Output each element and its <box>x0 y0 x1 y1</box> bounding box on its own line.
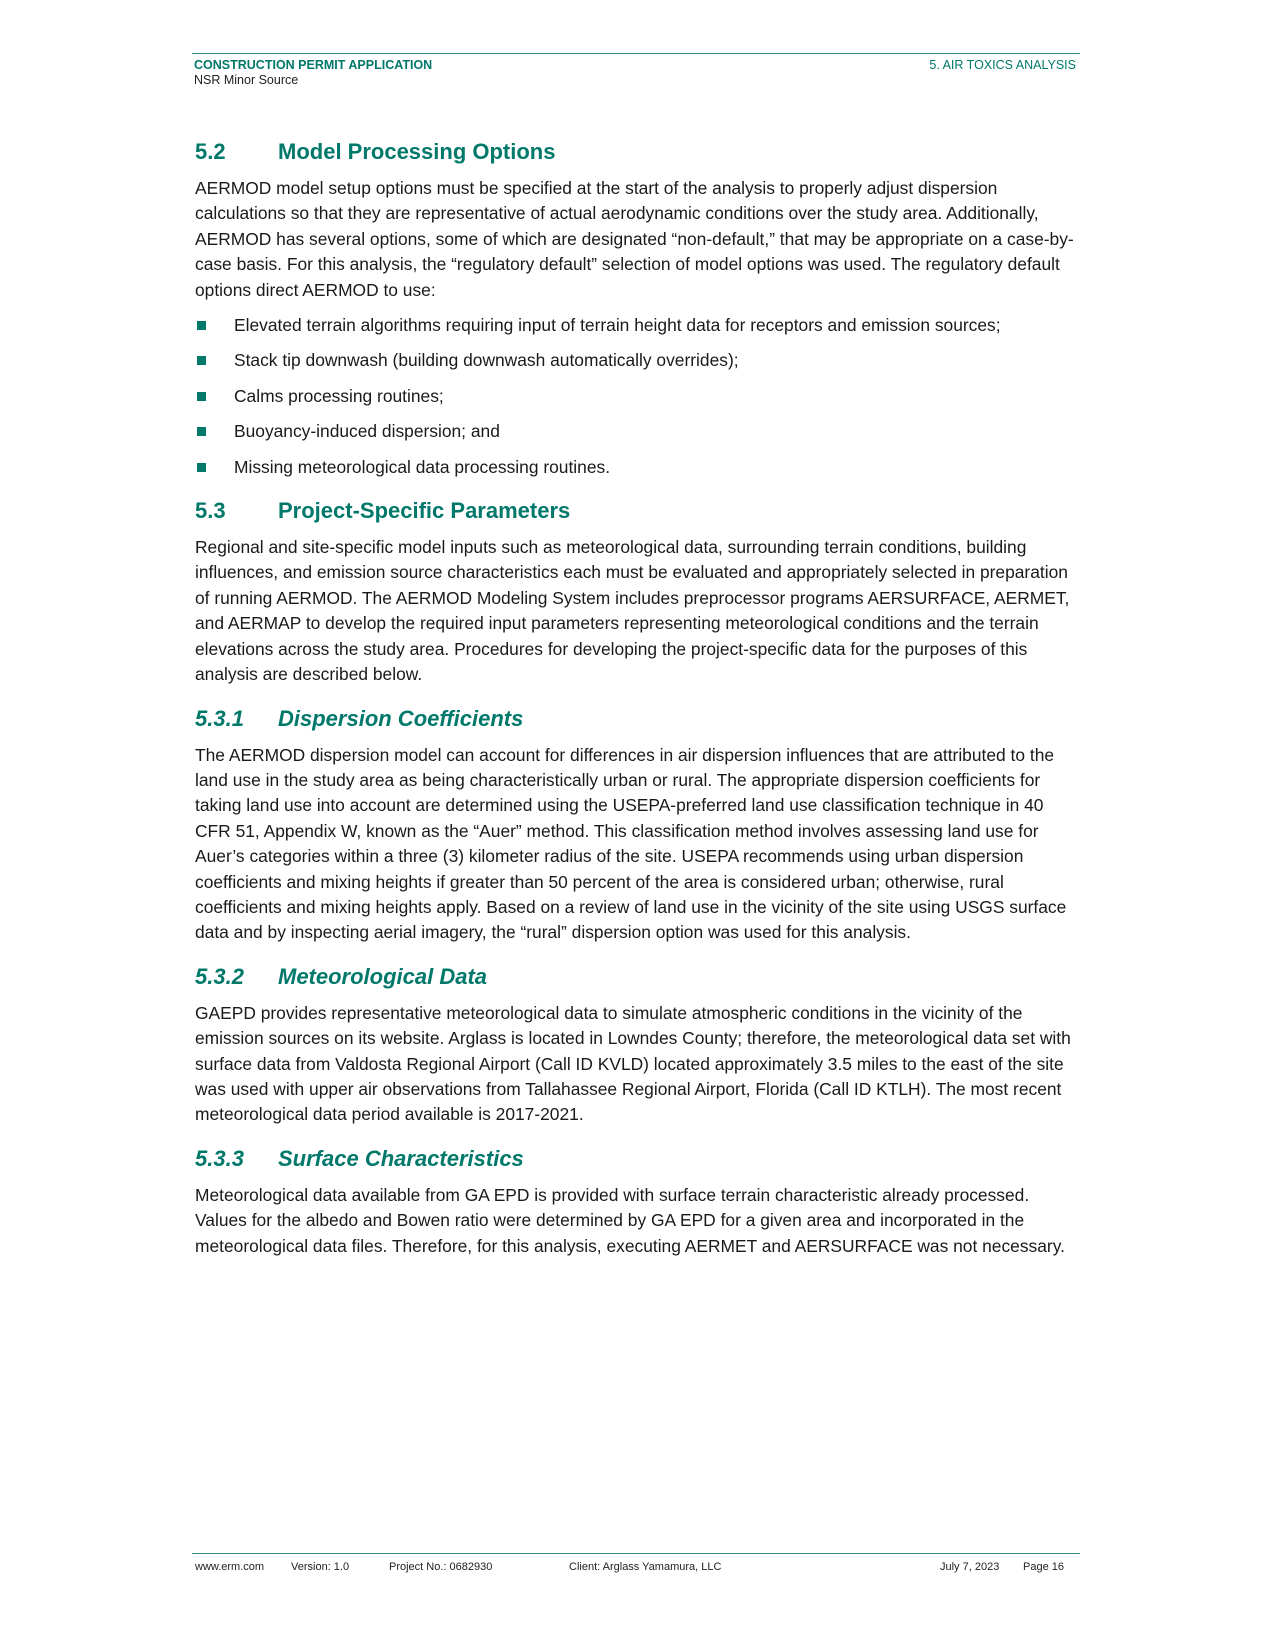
square-bullet-icon <box>197 392 206 401</box>
heading-title: Surface Characteristics <box>278 1145 524 1171</box>
paragraph-meteorological-data: GAEPD provides representative meteorological data to simulate atmospheric conditions in the vicinity of the emission sources on its website. Arglass is located in Lowndes County; therefore, the meteorological data set with surface data from Valdosta Regional Airport (Call ID KVLD) located approximately 3.5 miles to the east of the site was used with upper air observations from Tallahassee Regional Airport, Florida (Call ID KTLH). The most recent meteorological data period available is 2017-2021. <box>195 1002 1071 1125</box>
default-options-list <box>195 313 1080 480</box>
header-section: 5. AIR TOXICS ANALYSIS <box>929 58 1076 72</box>
heading-5-3 <box>195 497 1080 525</box>
heading-5-3-2 <box>195 963 1080 991</box>
list-item-text: Stack tip downwash (building downwash automatically overrides); <box>234 350 739 371</box>
list-item <box>195 384 1080 409</box>
footer-page-number: Page 16 <box>1023 1561 1064 1573</box>
square-bullet-icon <box>197 321 206 330</box>
heading-title: Dispersion Coefficients <box>278 705 524 731</box>
heading-5-3-1 <box>195 705 1080 733</box>
heading-number: 5.2 <box>195 139 226 164</box>
list-item-text: Buoyancy-induced dispersion; and <box>234 421 500 442</box>
heading-5-3-3 <box>195 1145 1080 1173</box>
paragraph-surface-characteristics: Meteorological data available from GA EPD is provided with surface terrain characteristic already processed. Values for the albedo and Bowen ratio were determined by GA EPD for a given area and incorporated in the meteorological data files. Therefore, for this analysis, executing AERMET and AERSURFACE was not necessary. <box>195 1184 1065 1256</box>
header-subtitle: NSR Minor Source <box>194 73 299 87</box>
page-header <box>192 53 1080 87</box>
heading-number: 5.3.3 <box>195 1145 244 1171</box>
footer-version: Version: 1.0 <box>291 1561 350 1573</box>
paragraph-dispersion-coefficients: The AERMOD dispersion model can account for differences in air dispersion influences that are attributed to the land use in the study area as being characteristically urban or rural. The appropriate dispersion coefficients for taking land use into account are determined using the USEPA-preferred land use classification technique in 40 CFR 51, Appendix W, known as the “Auer” method. This classification method involves assessing land use for Auer’s categories within a three (3) kilometer radius of the site. USEPA recommends using urban dispersion coefficients and mixing heights if greater than 50 percent of the area is considered urban; otherwise, rural coefficients and mixing heights apply. Based on a review of land use in the vicinity of the site using USGS surface data and by inspecting aerial imagery, the “rural” dispersion option was used for this analysis. <box>195 744 1067 943</box>
heading-number: 5.3 <box>195 498 226 524</box>
header-title: CONSTRUCTION PERMIT APPLICATION <box>194 58 433 72</box>
list-item <box>195 313 1080 338</box>
footer-date: July 7, 2023 <box>940 1561 1000 1573</box>
heading-5-2 <box>195 138 1080 166</box>
list-item <box>195 419 1080 444</box>
paragraph-model-options: AERMOD model setup options must be specified at the start of the analysis to properly adjust dispersion calculations so that they are representative of actual aerodynamic conditions over the study area. Additionally, AERMOD has several options, some of which are designated “non-default,” that may be appropriate on a case-by-case basis. For this analysis, the “regulatory default” selection of model options was used. The regulatory default options direct AERMOD to use: <box>195 178 1074 300</box>
list-item <box>195 455 1080 480</box>
heading-title: Project-Specific Parameters <box>278 498 571 524</box>
heading-title: Model Processing Options <box>278 139 556 164</box>
header-left <box>194 58 432 88</box>
list-item-text: Calms processing routines; <box>234 385 444 406</box>
square-bullet-icon <box>197 463 206 472</box>
paragraph-project-parameters: Regional and site-specific model inputs such as meteorological data, surrounding terrain conditions, building influences, and emission source characteristics each must be evaluated and appropriately selected in preparation of running AERMOD. The AERMOD Modeling System includes preprocessor programs AERSURFACE, AERMET, and AERMAP to develop the required input parameters representing meteorological conditions and the terrain elevations across the study area. Procedures for developing the project-specific data for the purposes of this analysis are described below. <box>195 537 1070 685</box>
footer-website: www.erm.com <box>195 1561 265 1573</box>
list-item-text: Elevated terrain algorithms requiring input of terrain height data for receptors and emission sources; <box>234 315 1001 336</box>
list-item <box>195 348 1080 373</box>
square-bullet-icon <box>197 356 206 365</box>
heading-number: 5.3.1 <box>195 705 244 731</box>
list-item-text: Missing meteorological data processing routines. <box>234 456 611 477</box>
square-bullet-icon <box>197 427 206 436</box>
heading-title: Meteorological Data <box>278 963 488 989</box>
footer-project-number: Project No.: 0682930 <box>389 1561 493 1573</box>
page-content <box>195 138 1080 1259</box>
heading-number: 5.3.2 <box>195 963 244 989</box>
footer-client: Client: Arglass Yamamura, LLC <box>569 1561 722 1573</box>
page-footer <box>192 1553 1080 1573</box>
